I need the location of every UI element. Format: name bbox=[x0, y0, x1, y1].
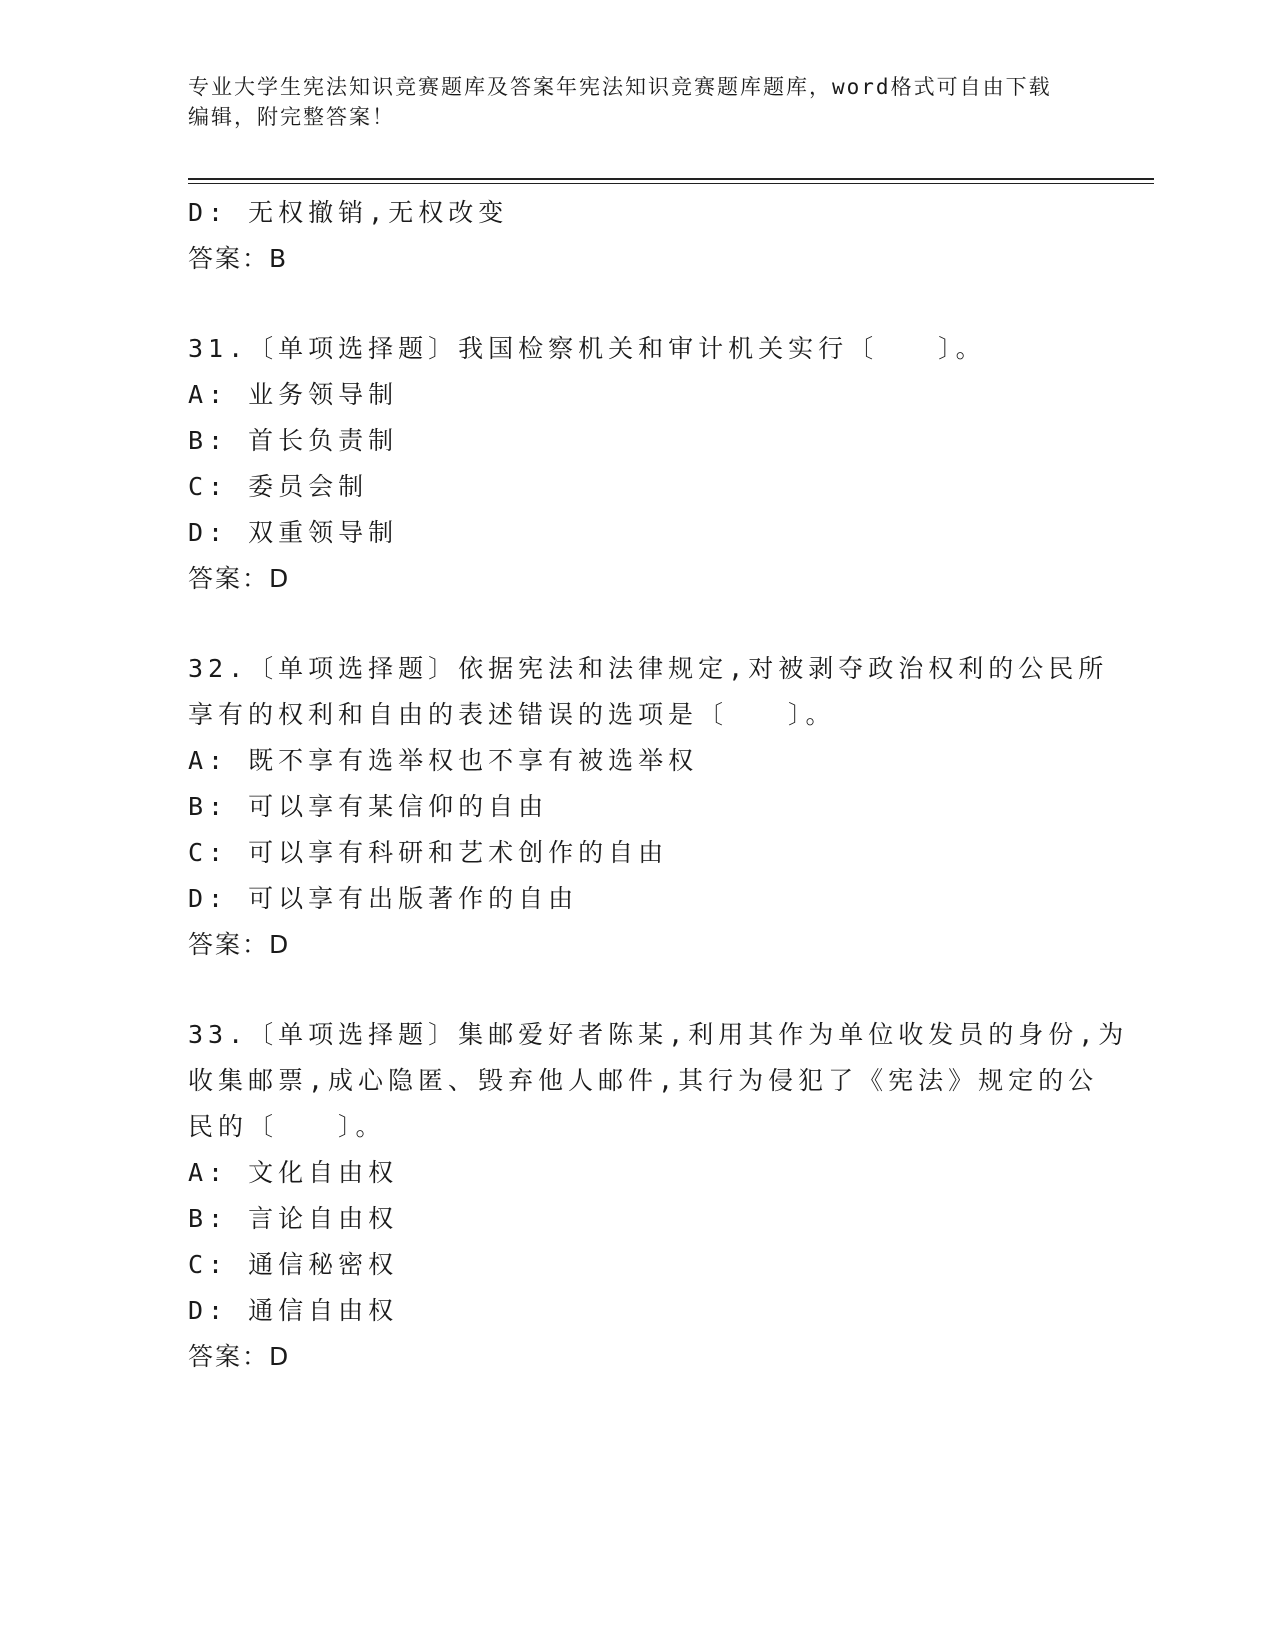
option-b: B: 可以享有某信仰的自由 bbox=[188, 792, 549, 821]
question-stem-line-2: 享有的权利和自由的表述错误的选项是〔 〕。 bbox=[188, 700, 836, 729]
option-b: B: 言论自由权 bbox=[188, 1204, 399, 1233]
option-c: C: 委员会制 bbox=[188, 472, 369, 501]
option-d: D: 通信自由权 bbox=[188, 1296, 399, 1325]
answer: 答案：B bbox=[188, 244, 289, 273]
previous-question-tail bbox=[188, 190, 1088, 282]
question-content bbox=[188, 190, 1129, 1380]
answer: 答案：D bbox=[188, 930, 291, 959]
question-31 bbox=[188, 326, 1088, 602]
option-a: A: 业务领导制 bbox=[188, 380, 399, 409]
option-c: C: 可以享有科研和艺术创作的自由 bbox=[188, 838, 669, 867]
option-d: D: 无权撤销,无权改变 bbox=[188, 198, 509, 227]
question-stem-line-2: 收集邮票,成心隐匿、毁弃他人邮件,其行为侵犯了《宪法》规定的公 bbox=[188, 1066, 1099, 1095]
answer: 答案：D bbox=[188, 564, 291, 593]
document-header bbox=[188, 72, 1068, 132]
header-divider-thick bbox=[188, 178, 1154, 180]
question-33 bbox=[188, 1012, 1129, 1380]
option-c: C: 通信秘密权 bbox=[188, 1250, 399, 1279]
header-title: 专业大学生宪法知识竞赛题库及答案年宪法知识竞赛题库题库，word格式可自由下载编辑，附完整答案！ bbox=[188, 75, 1052, 129]
question-stem-line-1: 33.〔单项选择题〕集邮爱好者陈某,利用其作为单位收发员的身份,为 bbox=[188, 1020, 1129, 1049]
question-32 bbox=[188, 646, 1109, 968]
header-divider-thin bbox=[188, 183, 1154, 184]
question-stem-line-1: 32.〔单项选择题〕依据宪法和法律规定,对被剥夺政治权利的公民所 bbox=[188, 654, 1109, 683]
option-d: D: 可以享有出版著作的自由 bbox=[188, 884, 579, 913]
option-a: A: 文化自由权 bbox=[188, 1158, 399, 1187]
option-b: B: 首长负责制 bbox=[188, 426, 399, 455]
answer: 答案：D bbox=[188, 1342, 291, 1371]
option-d: D: 双重领导制 bbox=[188, 518, 399, 547]
question-stem-line-3: 民的〔 〕。 bbox=[188, 1112, 386, 1141]
option-a: A: 既不享有选举权也不享有被选举权 bbox=[188, 746, 699, 775]
question-stem: 31.〔单项选择题〕我国检察机关和审计机关实行〔 〕。 bbox=[188, 334, 986, 363]
